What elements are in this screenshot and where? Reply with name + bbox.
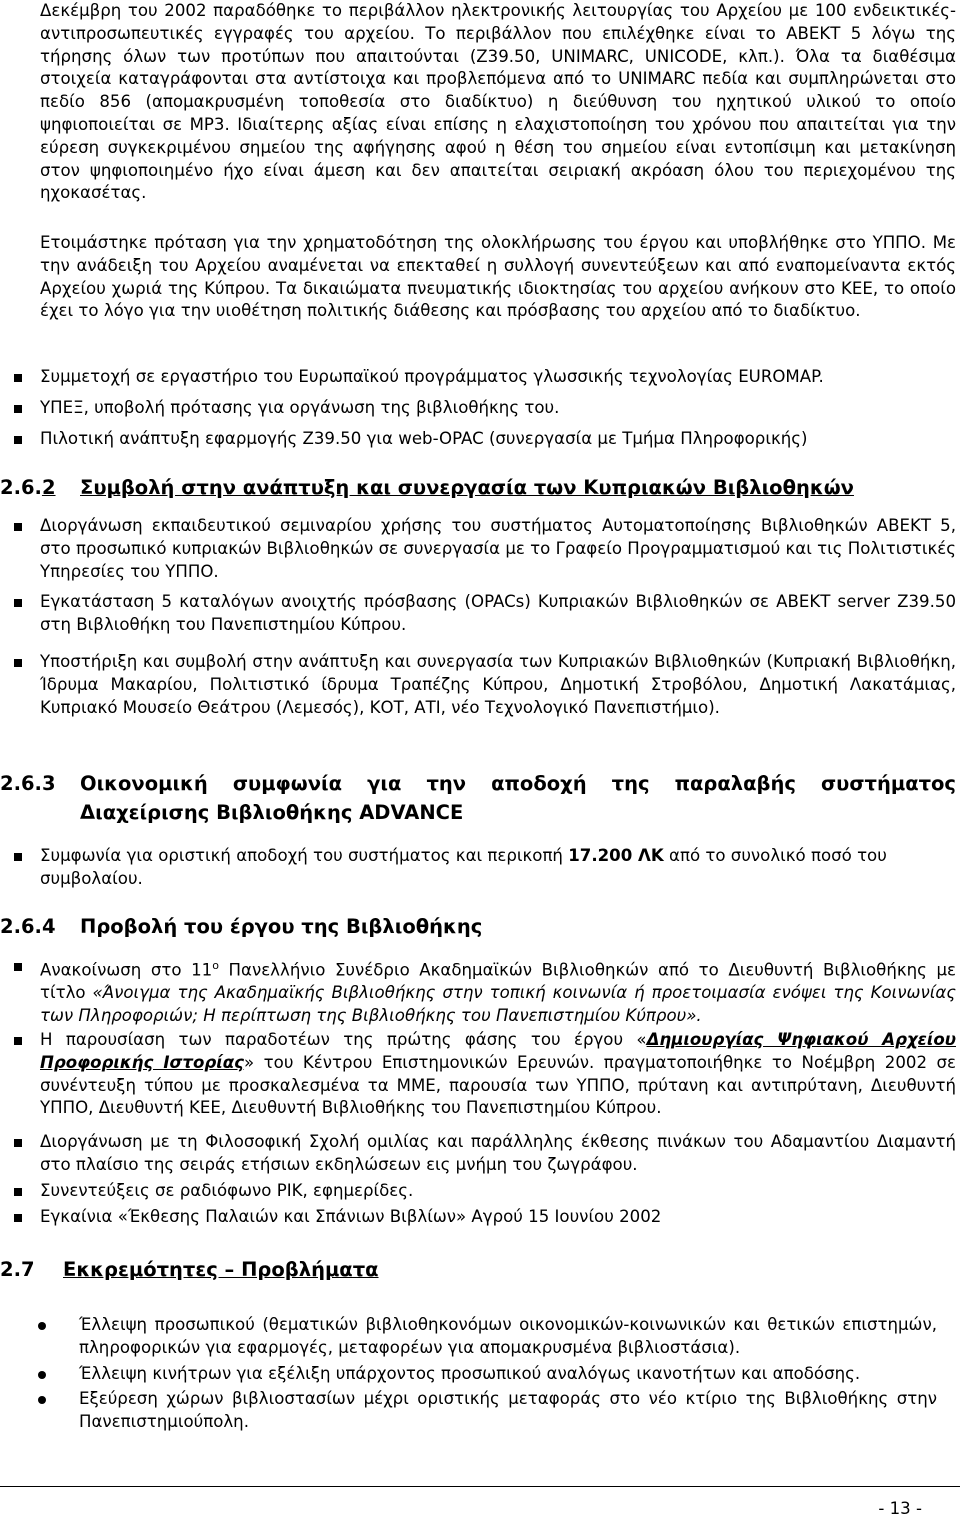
bullet-square-icon xyxy=(14,963,22,971)
list-item: Συμφωνία για οριστική αποδοχή του συστήματος και περικοπή 17.200 ΛΚ από το συνολικό ποσό του συμβολαίου. xyxy=(40,846,887,888)
list-item: Διοργάνωση με τη Φιλοσοφική Σχολή ομιλίας και παράλληλης έκθεσης πινάκων του Αδαμαντίου Διαμαντή στο πλαίσιο της σειράς ετήσιων εκδηλώσεων εις μνήμη του ζωγράφου. xyxy=(40,1132,956,1174)
bullet-square-icon xyxy=(14,1037,22,1045)
list-item: Εγκατάσταση 5 καταλόγων ανοιχτής πρόσβασης (OPACs) Κυπριακών Βιβλιοθηκών σε ΑΒΕΚΤ server Z39.50 στη Βιβλιοθήκη του Πανεπιστημίου Κύπρου. xyxy=(40,592,956,634)
bullet-square-icon xyxy=(14,374,22,382)
section-title-2-6-3-line1: Οικονομική συμφωνία για την αποδοχή της παραλαβής συστήματος xyxy=(80,772,956,795)
bullet-square-icon xyxy=(14,523,22,531)
list-item: Εγκαίνια «Έκθεσης Παλαιών και Σπάνιων Βιβλίων» Αγρού 15 Ιουνίου 2002 xyxy=(40,1207,662,1226)
intro-paragraph-2: Ετοιμάστηκε πρόταση για την χρηματοδότηση της ολοκλήρωσης του έργου και υποβλήθηκε στο ΥΠΠΟ. Με την ανάδειξη του Αρχείου αναμένεται να επεκταθεί η συλλογή συνεντεύξεων και από εναπομείναντα εκτός Αρχείου χωριά της Κύπρου. Τα δικαιώματα πνευματικής ιδιοκτησίας του αρχείου ανήκουν στο ΚΕΕ, το οποίο έχει το λόγο για την υιοθέτηση πολιτικής διάθεσης και πρόσβασης του αρχείου από το διαδίκτυο. xyxy=(40,233,956,321)
page-number: - 13 - xyxy=(878,1499,922,1518)
bullet-square-icon xyxy=(14,659,22,667)
list-item: Συμμετοχή σε εργαστήριο του Ευρωπαϊκού προγράμματος γλωσσικής τεχνολογίας EUROMAP. xyxy=(40,367,824,386)
list-item: Διοργάνωση εκπαιδευτικού σεμιναρίου χρήσης του συστήματος Αυτοματοποίησης Βιβλιοθηκών ΑΒΕΚΤ 5, στο προσωπικό κυπριακών Βιβλιοθηκών σε συνεργασία με το Γραφείο Προγραμματισμού και τις Πολιτιστικές Υπηρεσίες του ΥΠΠΟ. xyxy=(40,516,956,581)
section-title-2-6-2: Συμβολή στην ανάπτυξη και συνεργασία των Κυπριακών Βιβλιοθηκών xyxy=(80,476,854,499)
list-item: Έλλειψη κινήτρων για εξέλιξη υπάρχοντος προσωπικού αναλόγως ικανοτήτων και αποδόσης. xyxy=(79,1364,861,1383)
list-item: Η παρουσίαση των παραδοτέων της πρώτης φάσης του έργου «Δημιουργίας Ψηφιακού Αρχείου Προφορικής Ιστορίας» του Κέντρου Επιστημονικών Ερευνών. πραγματοποιήθηκε το Νοέμβρη 2002 σε συνέντευξη τύπου με προσκαλεσμένα τα ΜΜΕ, παρουσία των ΥΠΠΟ, πρύτανη και αντιπρύτανη, Διευθυντή ΥΠΠΟ, Διευθυντή ΚΕΕ, Διευθυντή Βιβλιοθήκης του Πανεπιστημίου Κύπρου. xyxy=(40,1030,957,1118)
list-item: Εξεύρεση χώρων βιβλιοστασίων μέχρι οριστικής μεταφοράς στο νέο κτίριο της Βιβλιοθήκης στην Πανεπιστημιούπολη. xyxy=(79,1389,937,1431)
footer-divider xyxy=(0,1486,960,1487)
section-title-2-6-3-line2: Διαχείρισης Βιβλιοθήκης ADVANCE xyxy=(80,801,464,824)
bullet-square-icon xyxy=(14,1214,22,1222)
list-item: Συνεντεύξεις σε ραδιόφωνο ΡΙΚ, εφημερίδες. xyxy=(40,1181,414,1200)
list-item: Ανακοίνωση στο $11^o$ Πανελλήνιο Συνέδριο Ακαδημαϊκών Βιβλιοθηκών από το Διευθυντή Βιβλιοθήκης με τίτλο «Άνοιγμα της Ακαδημαϊκής Βιβλιοθήκης στην τοπική κοινωνία ή προετοιμασία ενόψει της Κοινωνίας των Πληροφοριών; Η περίπτωση της Βιβλιοθήκης του Πανεπιστημίου Κύπρου». xyxy=(40,959,957,1026)
bullet-square-icon xyxy=(14,436,22,444)
section-number-2-7: 2.7 xyxy=(0,1258,35,1281)
list-item: Έλλειψη προσωπικού (θεματικών βιβλιοθηκονόμων οικονομικών-κοινωνικών και θετικών επιστημών, πληροφορικών για εφαρμογές, μεταφορέων για απομακρυσμένα βιβλιοστάσια). xyxy=(79,1315,937,1357)
bullet-dot-icon xyxy=(38,1371,46,1379)
section-number-2-6-2: 2.6.2 xyxy=(0,476,56,499)
bullet-square-icon xyxy=(14,599,22,607)
bullet-square-icon xyxy=(14,1139,22,1147)
list-item: ΥΠΕΞ, υποβολή πρότασης για οργάνωση της βιβλιοθήκης του. xyxy=(40,398,560,417)
bullet-square-icon xyxy=(14,405,22,413)
bullet-square-icon xyxy=(14,853,22,861)
section-title-2-7: Εκκρεμότητες – Προβλήματα xyxy=(63,1258,379,1281)
section-number-2-6-4: 2.6.4 xyxy=(0,915,56,938)
intro-paragraph-1: Δεκέμβρη του 2002 παραδόθηκε το περιβάλλον ηλεκτρονικής λειτουργίας του Αρχείου με 100 ενδεικτικές-αντιπροσωπευτικές εγγραφές του αρχείου. Το περιβάλλον που επιλέχθηκε είναι το ΑΒΕΚΤ 5 λόγω της τήρησης όλων των προτύπων που απαιτούνται (Z39.50, UNIMARC, UNICODE, κλπ.). Όλα τα διαθέσιμα στοιχεία καταγράφονται στα αντίστοιχα και προβλεπόμενα από το UNIMARC πεδία και συμπληρώνεται στο πεδίο 856 (απομακρυσμένη τοποθεσία στο διαδίκτυο) η διεύθυνση του ηχητικού υλικού το οποίο ψηφιοποιείται σε MP3. Ιδιαίτερης αξίας είναι επίσης η ελαχιστοποίηση του χρόνου που απαιτείται για την εύρεση συγκεκριμένου σημείου της αφήγησης αφού η θέση του σημείου είναι εντοπίσιμη και μετακίνηση στον ψηφιοποιημένο ήχο είναι άμεση και δεν απαιτείται σειριακή ακρόαση όλου του περιεχομένου της ηχοκασέτας. xyxy=(40,1,956,203)
section-title-2-6-4: Προβολή του έργου της Βιβλιοθήκης xyxy=(80,915,483,938)
bullet-square-icon xyxy=(14,1188,22,1196)
bullet-dot-icon xyxy=(38,1322,46,1330)
bullet-dot-icon xyxy=(38,1396,46,1404)
list-item: Υποστήριξη και συμβολή στην ανάπτυξη και συνεργασία των Κυπριακών Βιβλιοθηκών (Κυπριακή Βιβλιοθήκη, Ίδρυμα Μακαρίου, Πολιτιστικό ίδρυμα Τραπέζης Κύπρου, Δημοτική Στροβόλου, Δημοτική Λακατάμιας, Κυπριακό Μουσείο Θεάτρου (Λεμεσός), ΚΟΤ, ΑΤΙ, νέο Τεχνολογικό Πανεπιστήμιο). xyxy=(40,652,956,717)
list-item: Πιλοτική ανάπτυξη εφαρμογής Z39.50 για web-OPAC (συνεργασία με Τμήμα Πληροφορικής) xyxy=(40,429,808,448)
section-number-2-6-3: 2.6.3 xyxy=(0,772,56,795)
